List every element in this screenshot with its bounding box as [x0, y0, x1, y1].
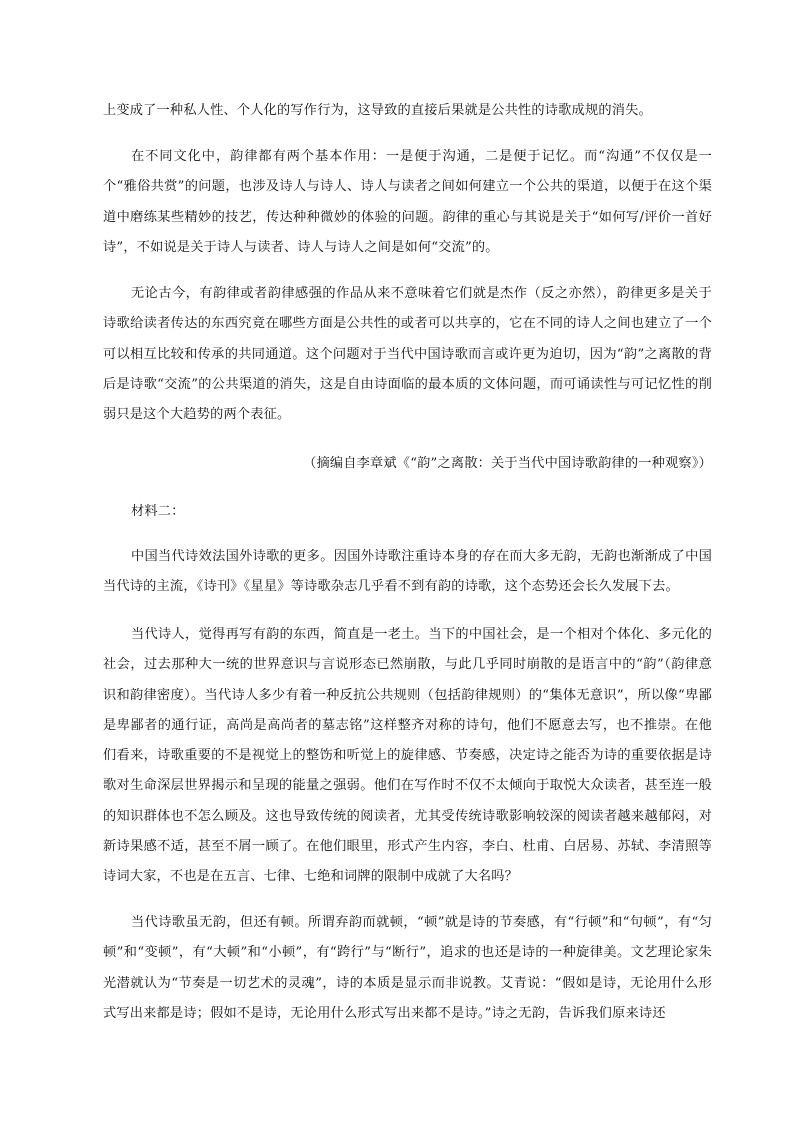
paragraph-rhyme-public-channel: 无论古今，有韵律或者韵律感强的作品从来不意味着它们就是杰作（反之亦然），韵律更多是关于诗歌给读者传达的东西究竟在哪些方面是公共性的或者可以共享的，它在不同的诗人之间也建立了一个可以相互比较和传承的共同通道。这个问题对于当代中国诗歌而言或许更为迫切，因为“韵”之离散的背后是诗歌“交流”的公共渠道的消失，这是自由诗面临的最本质的文体问题，而可诵读性与可记忆性的削弱只是这个大趋势的两个表征。 — [103, 286, 712, 423]
material-two-heading: 材料二： — [131, 504, 185, 519]
source-citation: （摘编自李章斌《“韵”之离散：关于当代中国诗歌韵律的一种观察》） — [303, 456, 712, 471]
paragraph-rhythm-pause: 当代诗歌虽无韵，但还有顿。所谓弃韵而就顿，“顿”就是诗的节奏感，有“行顿”和“句顿”，有“匀顿”和“变顿”，有“大顿”和“小顿”，有“跨行”与“断行”，追求的也还是诗的一种旋律美。文艺理论家朱光潜就认为“节奏是一切艺术的灵魂”，诗的本质是显示而非说教。艾青说：“假如是诗，无论用什么形式写出来都是诗；假如不是诗，无论用什么形式写出来都不是诗。”诗之无韵，告诉我们原来诗还 — [103, 915, 712, 1021]
paragraph-continued: 上变成了一种私人性、个人化的写作行为，这导致的直接后果就是公共性的诗歌成规的消失。 — [103, 103, 652, 118]
paragraph-rhyme-functions: 在不同文化中，韵律都有两个基本作用：一是便于沟通，二是便于记忆。而“沟通”不仅仅是一个“雅俗共赏”的问题，也涉及诗人与诗人、诗人与读者之间如何建立一个公共的渠道，以便于在这个渠道中磨练某些精妙的技艺，传达种种微妙的体验的问题。韵律的重心与其说是关于“如何写/评价一首好诗”，不如说是关于诗人与读者、诗人与诗人之间是如何“交流”的。 — [103, 149, 712, 255]
paragraph-foreign-influence: 中国当代诗效法国外诗歌的更多。因国外诗歌注重诗本身的存在而大多无韵，无韵也渐渐成了中国当代诗的主流，《诗刊》《星星》等诗歌杂志几乎看不到有韵的诗歌，这个态势还会长久发展下去。 — [103, 549, 712, 595]
paragraph-contemporary-poets: 当代诗人，觉得再写有韵的东西，简直是一老土。当下的中国社会，是一个相对个体化、多元化的社会，过去那种大一统的世界意识与言说形态已然崩散，与此几乎同时崩散的是语言中的“韵”（韵律意识和韵律密度）。当代诗人多少有着一种反抗公共规则（包括韵律规则）的“集体无意识”，所以像“卑鄙是卑鄙者的通行证，高尚是高尚者的墓志铭”这样整齐对称的诗句，他们不愿意去写，也不推崇。在他们看来，诗歌重要的不是视觉上的整饬和听觉上的旋律感、节奏感，决定诗之能否为诗的重要依据是诗歌对生命深层世界揭示和呈现的能量之强弱。他们在写作时不仅不太倾向于取悦大众读者，甚至连一般的知识群体也不怎么顾及。这也导致传统的阅读者，尤其受传统诗歌影响较深的阅读者越来越郁闷，对新诗果感不适，甚至不屑一顾了。在他们眼里，形式产生内容，李白、杜甫、白居易、苏轼、李清照等诗词大家，不也是在五言、七律、七绝和词牌的限制中成就了大名吗？ — [103, 627, 712, 885]
